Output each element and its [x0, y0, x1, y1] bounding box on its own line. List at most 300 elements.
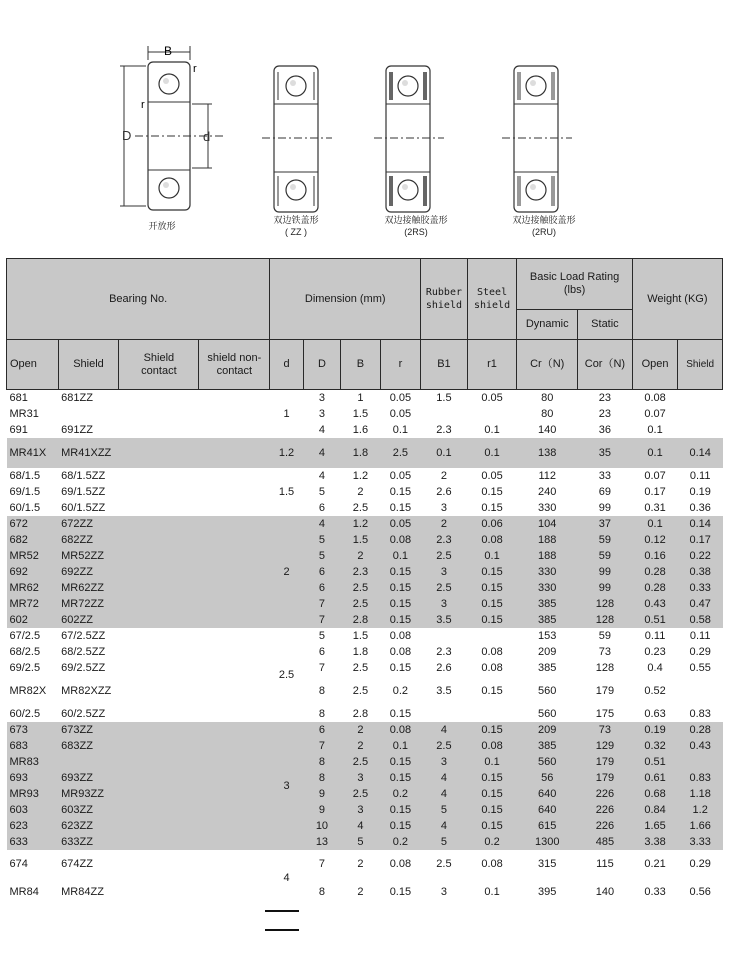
cell-B: 1.5: [341, 406, 380, 422]
cell-cor: 33: [578, 468, 633, 484]
cell-r: 0.2: [380, 834, 421, 850]
cell-shield-non-contact: [199, 548, 270, 564]
cell-weight-open: 0.23: [632, 644, 678, 660]
cell-B: 5: [341, 834, 380, 850]
cell-B1: 1.5: [421, 390, 468, 407]
cell-weight-open: 0.07: [632, 468, 678, 484]
cell-r1: 0.15: [467, 596, 517, 612]
cell-r1: 0.1: [467, 422, 517, 438]
cell-D: 4: [303, 468, 340, 484]
header-basic-load: [517, 259, 632, 310]
cell-B1: 2.3: [421, 644, 468, 660]
header-basic-load-line1: Basic Load Rating: [529, 271, 620, 283]
cell-cr: 395: [517, 878, 578, 906]
cell-r1: 0.15: [467, 722, 517, 738]
cell-shield-non-contact: [199, 532, 270, 548]
cell-D: 8: [303, 754, 340, 770]
cell-open: 60/1.5: [7, 500, 59, 516]
cell-open: 693: [7, 770, 59, 786]
cell-open: 67/2.5: [7, 628, 59, 644]
cell-open: MR82X: [7, 676, 59, 706]
caption-open: [102, 220, 222, 232]
cell-shield-non-contact: [199, 818, 270, 834]
cell-B: 1.5: [341, 628, 380, 644]
header-d-small: d: [270, 340, 303, 390]
cell-B: 2.5: [341, 786, 380, 802]
dim-d-label: d: [203, 129, 211, 144]
cell-shield: MR72ZZ: [58, 596, 119, 612]
table-row: [7, 754, 723, 770]
cell-shield: 692ZZ: [58, 564, 119, 580]
cell-weight-open: 0.33: [632, 878, 678, 906]
cell-B1: 3: [421, 564, 468, 580]
cell-weight-shield: 0.43: [678, 738, 723, 754]
cell-weight-shield: 0.55: [678, 660, 723, 676]
cell-r: 0.2: [380, 786, 421, 802]
cell-r1: 0.15: [467, 484, 517, 500]
cell-shield: 633ZZ: [58, 834, 119, 850]
cell-weight-shield: [678, 754, 723, 770]
cell-D: 3: [303, 406, 340, 422]
cell-r1: 0.1: [467, 878, 517, 906]
header-open: Open: [7, 340, 59, 390]
cell-cr: 56: [517, 770, 578, 786]
cell-shield-contact: [119, 500, 199, 516]
cell-D: 5: [303, 484, 340, 500]
cell-r: 0.15: [380, 770, 421, 786]
table-row: [7, 628, 723, 644]
header-steel-shield-line1: Steel: [476, 287, 508, 298]
cell-r: 0.15: [380, 484, 421, 500]
cell-open: 69/1.5: [7, 484, 59, 500]
cell-cor: 226: [578, 802, 633, 818]
cell-cor: 226: [578, 786, 633, 802]
cell-r: 0.15: [380, 500, 421, 516]
cell-weight-open: 1.65: [632, 818, 678, 834]
cell-cor: 128: [578, 596, 633, 612]
cell-cor: 179: [578, 754, 633, 770]
cell-cr: 240: [517, 484, 578, 500]
table-row: [7, 438, 723, 468]
cell-shield-contact: [119, 390, 199, 407]
2rs-bearing-drawing: [374, 66, 444, 212]
cell-r: 0.15: [380, 754, 421, 770]
table-row: [7, 580, 723, 596]
table-row: [7, 818, 723, 834]
table-row: [7, 802, 723, 818]
header-B: B: [341, 340, 380, 390]
cell-B1: 2.5: [421, 738, 468, 754]
cell-D: 7: [303, 850, 340, 878]
cell-r1: 0.15: [467, 786, 517, 802]
cell-weight-open: 0.08: [632, 390, 678, 407]
cell-open: 68/1.5: [7, 468, 59, 484]
cell-shield: 68/1.5ZZ: [58, 468, 119, 484]
cell-weight-shield: 0.58: [678, 612, 723, 628]
cell-weight-open: 0.1: [632, 516, 678, 532]
cell-cor: 99: [578, 580, 633, 596]
table-row: [7, 834, 723, 850]
cell-D: 8: [303, 706, 340, 722]
cell-open: MR62: [7, 580, 59, 596]
cell-weight-shield: 1.18: [678, 786, 723, 802]
header-weight-shield: Shield: [678, 340, 723, 390]
cell-shield-contact: [119, 548, 199, 564]
cell-B: 1.2: [341, 516, 380, 532]
table-row: [7, 644, 723, 660]
cell-cor: 35: [578, 438, 633, 468]
cell-shield: 67/2.5ZZ: [58, 628, 119, 644]
cell-weight-shield: 0.14: [678, 438, 723, 468]
cell-weight-open: 0.07: [632, 406, 678, 422]
cell-cr: 385: [517, 612, 578, 628]
cell-weight-shield: [678, 406, 723, 422]
cell-cr: 188: [517, 532, 578, 548]
cell-open: 623: [7, 818, 59, 834]
cell-shield-non-contact: [199, 438, 270, 468]
cell-open: 633: [7, 834, 59, 850]
cell-shield: MR52ZZ: [58, 548, 119, 564]
cell-cr: 385: [517, 738, 578, 754]
cell-r: 0.08: [380, 722, 421, 738]
cell-shield: 691ZZ: [58, 422, 119, 438]
header-dynamic: Dynamic: [517, 310, 578, 340]
cell-B1: 2.3: [421, 422, 468, 438]
cell-D: 3: [303, 390, 340, 407]
cell-r1: 0.15: [467, 612, 517, 628]
cell-D: 9: [303, 786, 340, 802]
cell-open: 691: [7, 422, 59, 438]
cell-r: 0.15: [380, 818, 421, 834]
header-shield: Shield: [58, 340, 119, 390]
cell-B1: 2: [421, 468, 468, 484]
cell-r1: 0.08: [467, 660, 517, 676]
caption-2rs: [356, 214, 476, 238]
cell-open: MR83: [7, 754, 59, 770]
cell-open: 673: [7, 722, 59, 738]
cell-r1: 0.05: [467, 468, 517, 484]
cell-shield: 69/2.5ZZ: [58, 660, 119, 676]
cell-weight-open: 0.4: [632, 660, 678, 676]
cell-weight-shield: 0.17: [678, 532, 723, 548]
cell-cr: 640: [517, 786, 578, 802]
cell-B1: 3: [421, 596, 468, 612]
cell-open: 692: [7, 564, 59, 580]
cell-weight-open: 0.19: [632, 722, 678, 738]
cell-shield-non-contact: [199, 786, 270, 802]
table-row: [7, 612, 723, 628]
table-row: [7, 484, 723, 500]
cell-B: 2.3: [341, 564, 380, 580]
cell-cr: 209: [517, 644, 578, 660]
cell-B1: 4: [421, 770, 468, 786]
cell-weight-open: 0.43: [632, 596, 678, 612]
cell-r: 0.15: [380, 878, 421, 906]
cell-d: 1.2: [270, 438, 303, 468]
header-shield-contact-line2: contact: [141, 364, 177, 377]
cell-cr: 330: [517, 564, 578, 580]
cell-weight-shield: 0.29: [678, 850, 723, 878]
caption-2ru-line2: (2RU): [532, 227, 556, 237]
cell-r1: 0.15: [467, 802, 517, 818]
cell-open: 672: [7, 516, 59, 532]
cell-shield-contact: [119, 468, 199, 484]
cell-B: 2.5: [341, 500, 380, 516]
header-cor: Cor（N): [578, 340, 633, 390]
header-r: r: [380, 340, 421, 390]
table-row: [7, 468, 723, 484]
cell-weight-shield: 3.33: [678, 834, 723, 850]
header-rubber-shield-line1: Rubber: [425, 287, 462, 298]
cell-B: 1.2: [341, 468, 380, 484]
cell-shield-contact: [119, 818, 199, 834]
header-static: Static: [578, 310, 633, 340]
cell-cor: 59: [578, 548, 633, 564]
cell-D: 13: [303, 834, 340, 850]
cell-cr: 112: [517, 468, 578, 484]
cell-B1: 5: [421, 834, 468, 850]
cell-open: 683: [7, 738, 59, 754]
cell-cr: 315: [517, 850, 578, 878]
cell-shield: 69/1.5ZZ: [58, 484, 119, 500]
cell-D: 5: [303, 548, 340, 564]
cell-open: 681: [7, 390, 59, 407]
cell-B: 1.5: [341, 532, 380, 548]
cell-weight-open: 0.68: [632, 786, 678, 802]
cell-cor: 140: [578, 878, 633, 906]
cell-B1: 2.5: [421, 850, 468, 878]
cell-weight-shield: 0.28: [678, 722, 723, 738]
cell-cr: 385: [517, 596, 578, 612]
cell-weight-open: 3.38: [632, 834, 678, 850]
cell-open: 674: [7, 850, 59, 878]
cell-shield-non-contact: [199, 390, 270, 407]
cell-B: 2.8: [341, 706, 380, 722]
cell-shield-non-contact: [199, 660, 270, 676]
cell-shield-contact: [119, 676, 199, 706]
cell-cor: 59: [578, 532, 633, 548]
cell-D: 5: [303, 628, 340, 644]
cell-open: 60/2.5: [7, 706, 59, 722]
cell-r1: 0.05: [467, 390, 517, 407]
cell-shield: 682ZZ: [58, 532, 119, 548]
cell-B: 3: [341, 802, 380, 818]
cell-cr: 330: [517, 580, 578, 596]
cell-weight-open: 0.63: [632, 706, 678, 722]
caption-zz: [236, 214, 356, 238]
cell-B: 2.5: [341, 660, 380, 676]
cell-r: 0.08: [380, 850, 421, 878]
cell-r: 0.15: [380, 596, 421, 612]
cell-shield-contact: [119, 850, 199, 878]
cell-shield: 60/1.5ZZ: [58, 500, 119, 516]
cell-cor: 128: [578, 612, 633, 628]
cell-B1: 4: [421, 722, 468, 738]
cell-r: 0.15: [380, 802, 421, 818]
header-weight-open: Open: [632, 340, 678, 390]
table-row: [7, 878, 723, 906]
header-shield-non-contact: [199, 340, 270, 390]
caption-open-line1: 开放形: [148, 221, 176, 231]
cell-shield-non-contact: [199, 644, 270, 660]
table-row: [7, 390, 723, 407]
caption-2rs-line2: (2RS): [404, 227, 428, 237]
cell-open: MR84: [7, 878, 59, 906]
cell-open: MR72: [7, 596, 59, 612]
cell-r: 0.2: [380, 676, 421, 706]
cell-open: MR52: [7, 548, 59, 564]
cell-B1: 5: [421, 802, 468, 818]
cell-r1: 0.1: [467, 754, 517, 770]
cell-D: 6: [303, 722, 340, 738]
cell-shield-non-contact: [199, 850, 270, 878]
cell-r: 0.05: [380, 516, 421, 532]
cell-shield-non-contact: [199, 406, 270, 422]
header-steel-shield-line2: shield: [473, 300, 511, 311]
cell-B: 4: [341, 818, 380, 834]
cell-r1: 0.2: [467, 834, 517, 850]
cell-weight-shield: 0.14: [678, 516, 723, 532]
cell-cor: 23: [578, 390, 633, 407]
table-row: [7, 596, 723, 612]
cell-r1: 0.1: [467, 438, 517, 468]
cell-weight-open: 0.31: [632, 500, 678, 516]
cell-r1: [467, 406, 517, 422]
bearing-spec-table: [6, 258, 723, 906]
cell-open: 682: [7, 532, 59, 548]
cell-weight-open: 0.28: [632, 564, 678, 580]
cell-shield-non-contact: [199, 580, 270, 596]
bearing-diagrams: [0, 0, 732, 250]
cell-B1: 2.3: [421, 532, 468, 548]
cell-shield-contact: [119, 706, 199, 722]
cell-r1: 0.15: [467, 500, 517, 516]
table-row: [7, 548, 723, 564]
cell-weight-open: 0.28: [632, 580, 678, 596]
cell-cr: 1300: [517, 834, 578, 850]
cell-shield: MR62ZZ: [58, 580, 119, 596]
table-row: [7, 516, 723, 532]
cell-B1: 3: [421, 754, 468, 770]
cell-r1: 0.15: [467, 564, 517, 580]
dim-B-label: B: [164, 44, 173, 58]
cell-shield: [58, 754, 119, 770]
cell-shield-non-contact: [199, 738, 270, 754]
cell-cr: 209: [517, 722, 578, 738]
cell-r: 0.08: [380, 644, 421, 660]
cell-B1: 2: [421, 516, 468, 532]
cell-open: MR41X: [7, 438, 59, 468]
cell-shield: 68/2.5ZZ: [58, 644, 119, 660]
cell-weight-shield: 0.47: [678, 596, 723, 612]
cell-shield-contact: [119, 802, 199, 818]
cell-cor: 36: [578, 422, 633, 438]
cell-B1: 3: [421, 500, 468, 516]
cell-D: 6: [303, 500, 340, 516]
header-dimension: Dimension (mm): [270, 259, 421, 340]
cell-shield-contact: [119, 564, 199, 580]
cell-r1: [467, 628, 517, 644]
cell-B: 2: [341, 722, 380, 738]
cell-weight-open: 0.17: [632, 484, 678, 500]
cell-cr: 104: [517, 516, 578, 532]
header-basic-load-line2: (lbs): [563, 284, 586, 296]
cell-shield: MR41XZZ: [58, 438, 119, 468]
cell-r1: 0.06: [467, 516, 517, 532]
cell-B1: 0.1: [421, 438, 468, 468]
cell-cor: 73: [578, 644, 633, 660]
cell-r: 2.5: [380, 438, 421, 468]
cell-shield-non-contact: [199, 628, 270, 644]
cell-weight-shield: [678, 422, 723, 438]
cell-shield-non-contact: [199, 612, 270, 628]
cell-B1: [421, 706, 468, 722]
cell-weight-open: 0.16: [632, 548, 678, 564]
cell-cor: 226: [578, 818, 633, 834]
header-shield-non-contact-line1: shield non-: [207, 351, 262, 364]
cell-weight-open: 0.11: [632, 628, 678, 644]
cell-weight-shield: 0.29: [678, 644, 723, 660]
cell-cr: 560: [517, 706, 578, 722]
cell-d: 3: [270, 722, 303, 850]
cell-cr: 615: [517, 818, 578, 834]
cell-D: 4: [303, 438, 340, 468]
table-row: [7, 532, 723, 548]
cell-shield: 60/2.5ZZ: [58, 706, 119, 722]
dim-D-label: D: [122, 128, 132, 143]
cell-B: 1: [341, 390, 380, 407]
cell-weight-shield: [678, 390, 723, 407]
cell-B: 2.5: [341, 596, 380, 612]
cell-cr: 188: [517, 548, 578, 564]
cell-D: 7: [303, 738, 340, 754]
cell-open: 69/2.5: [7, 660, 59, 676]
caption-2ru-line1: 双边接触胶盖形: [512, 215, 576, 225]
cell-r: 0.15: [380, 706, 421, 722]
cell-D: 6: [303, 564, 340, 580]
cell-cor: 175: [578, 706, 633, 722]
cell-d: 4: [270, 850, 303, 906]
cell-r1: [467, 706, 517, 722]
cell-cr: 80: [517, 406, 578, 422]
cell-weight-shield: 0.38: [678, 564, 723, 580]
table-row: [7, 722, 723, 738]
cell-B1: 2.5: [421, 580, 468, 596]
cell-D: 5: [303, 532, 340, 548]
cell-B1: 4: [421, 786, 468, 802]
cell-cor: 129: [578, 738, 633, 754]
cell-shield-contact: [119, 738, 199, 754]
cell-shield: 672ZZ: [58, 516, 119, 532]
cell-shield-contact: [119, 612, 199, 628]
cell-shield-contact: [119, 644, 199, 660]
cell-weight-shield: 0.36: [678, 500, 723, 516]
cell-B: 2: [341, 484, 380, 500]
header-shield-contact: [119, 340, 199, 390]
cell-shield-contact: [119, 438, 199, 468]
cell-B1: [421, 406, 468, 422]
cell-B: 2: [341, 738, 380, 754]
cell-shield-non-contact: [199, 484, 270, 500]
table-row: [7, 676, 723, 706]
cell-d: 1.5: [270, 468, 303, 516]
cell-weight-shield: 0.22: [678, 548, 723, 564]
bearing-cross-section-drawings: [0, 0, 732, 250]
cell-weight-shield: 0.19: [678, 484, 723, 500]
table-row: [7, 786, 723, 802]
cell-B: 2.8: [341, 612, 380, 628]
cell-D: 10: [303, 818, 340, 834]
